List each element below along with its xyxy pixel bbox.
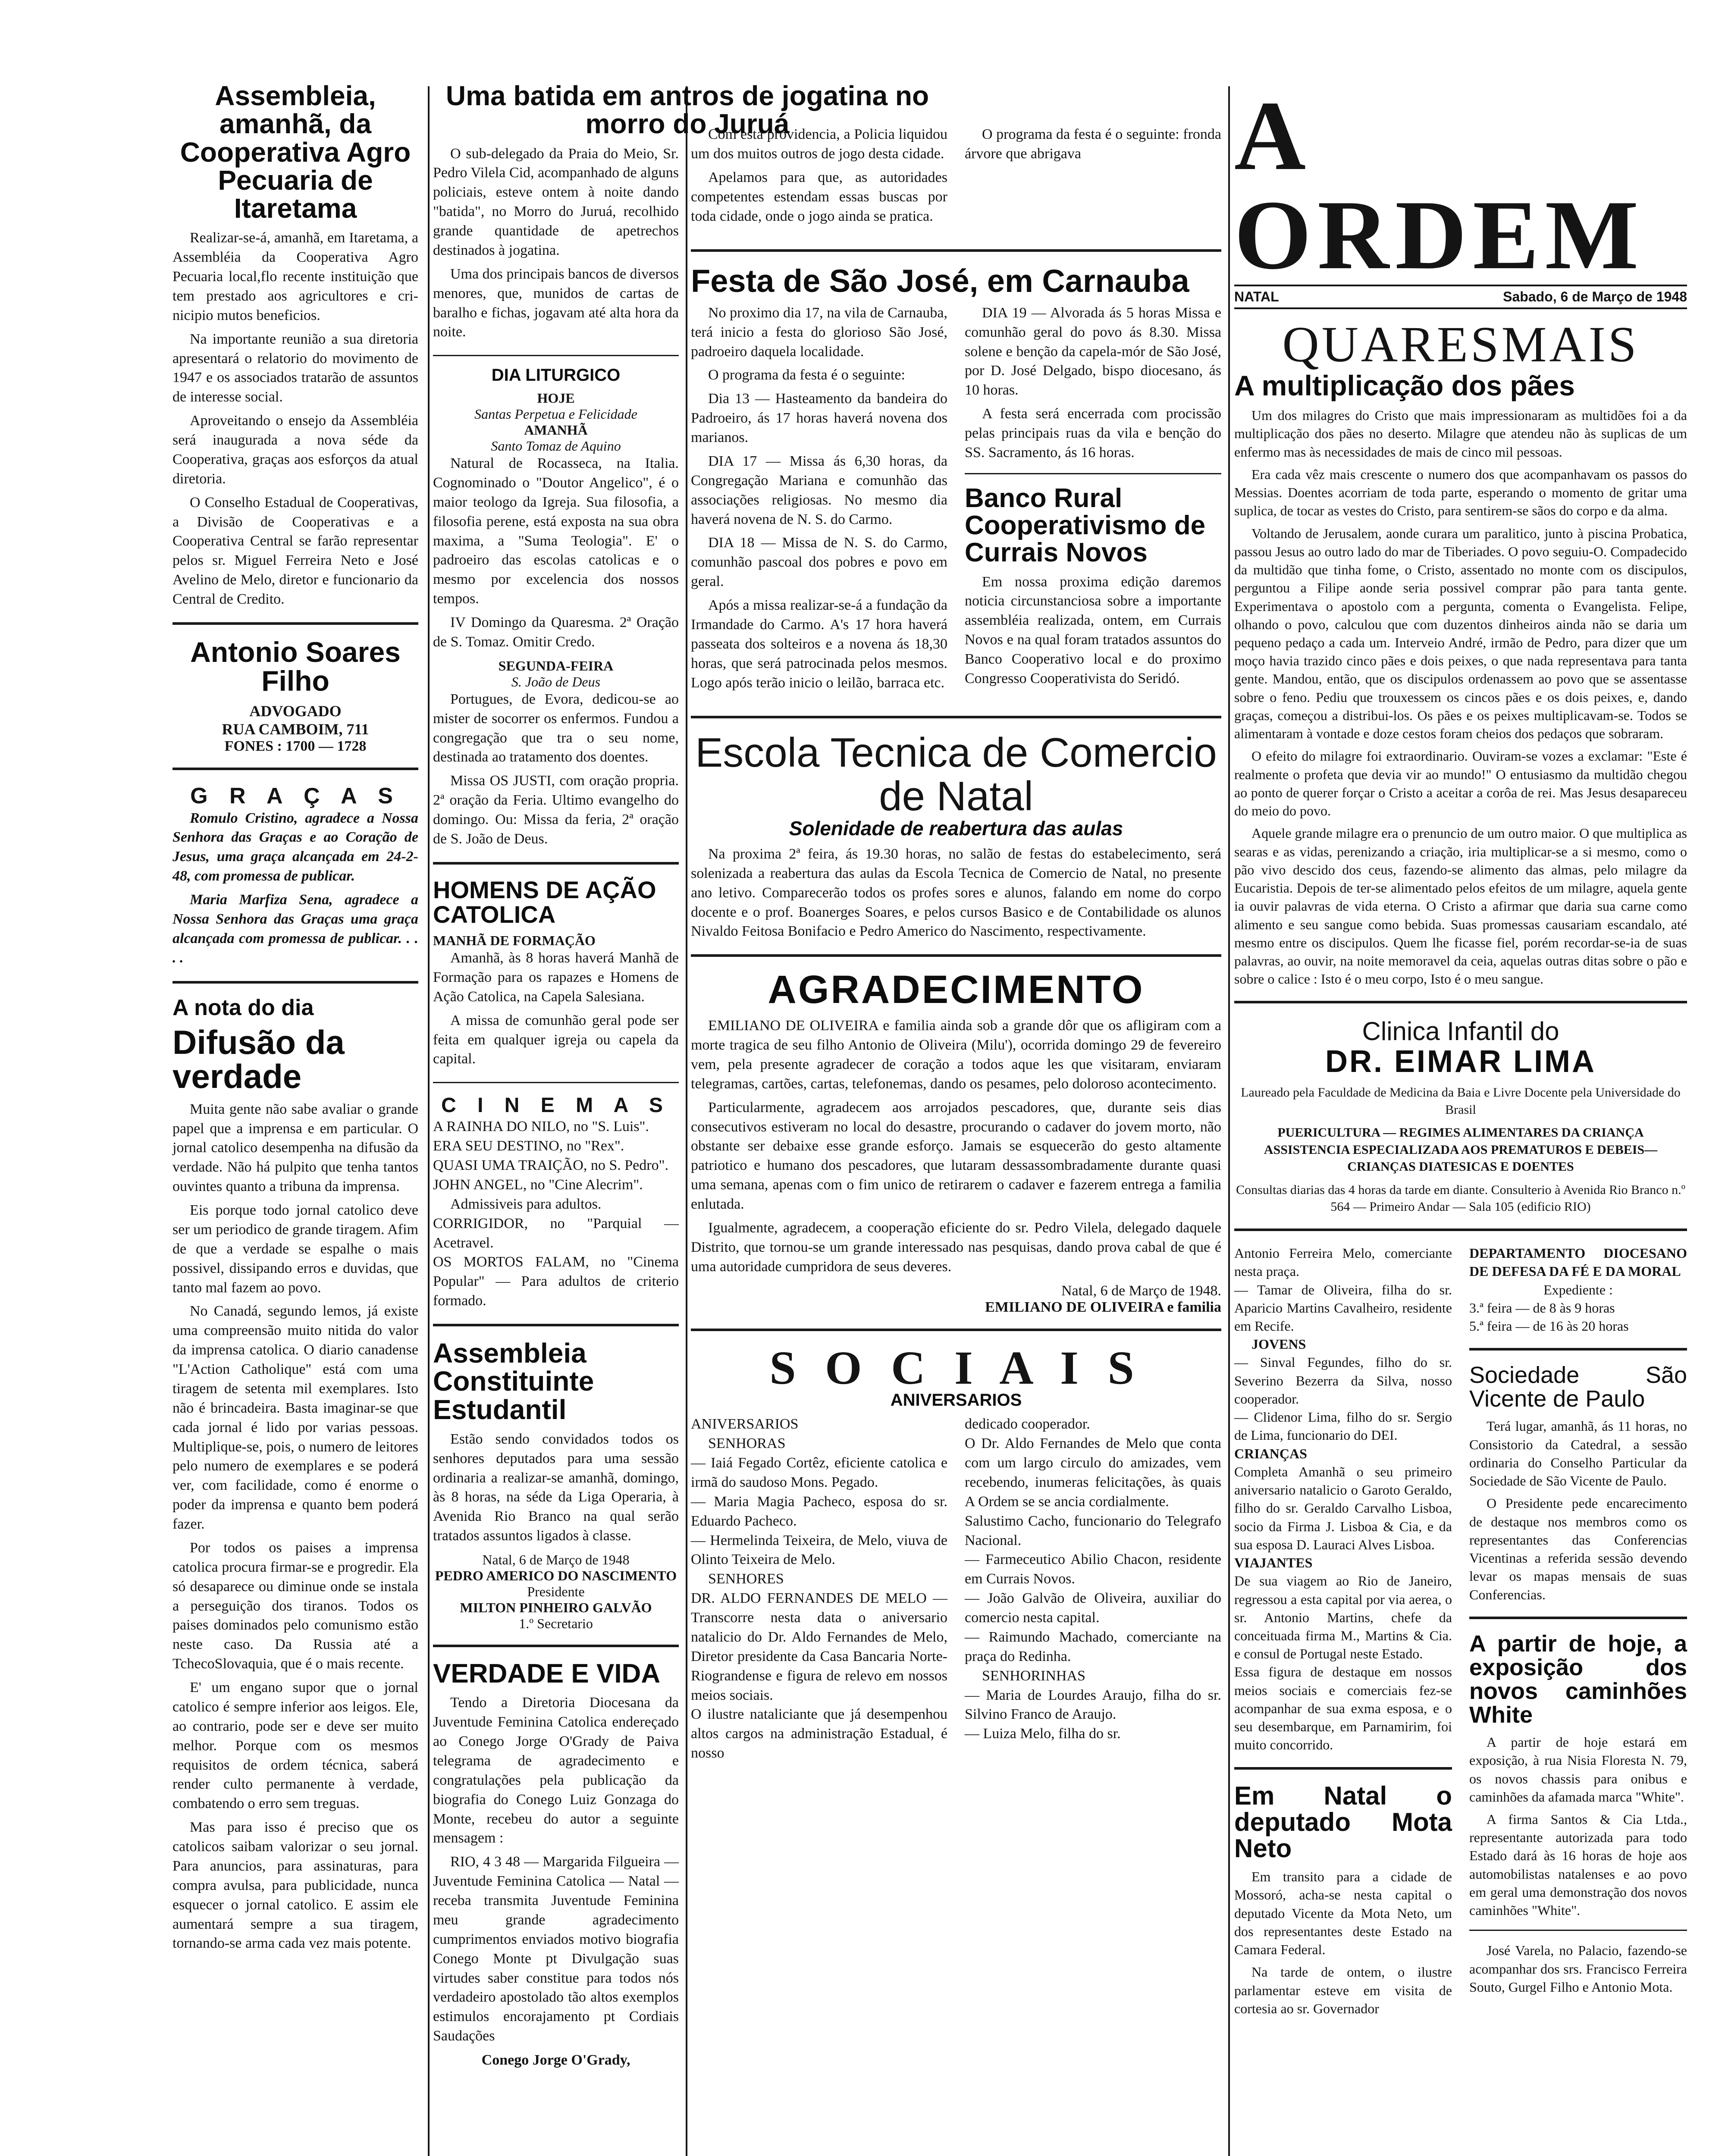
social-line: JOVENS [1251,1336,1306,1352]
headline: HOMENS DE AÇÃO CATOLICA [433,876,656,928]
headline: Escola Tecnica de Comercio de Natal [695,730,1217,820]
paragraph: A missa de comunhão geral pode ser feita em qualquer igreja ou capela da capital. [433,1012,679,1067]
paragraph: A firma Santos & Cia Ltda., representante autorizada para todo Estado dará às 16 horas de hoje aos automobilistas natalenses e ao povo em geral uma demonstração dos novos caminhões "White". [1469,1811,1687,1918]
cinema-line: CORRIGIDOR, no "Parquial — Acetravel. [433,1215,679,1251]
paragraph: Muita gente não sabe avaliar o grande papel que a imprensa e em particular. O jornal catolico desempenha na difusão da verdade. Não há pulpito que tenha tantos ouvintes quanto a tribuna da imprensa. [172,1101,418,1195]
article-sociais [691,1341,1221,1770]
paragraph: E' um engano supor que o jornal catolico é sempre inferior aos leigos. Ele, ao contrario, pode ser e deve ser muito melhor. Porque com os mesmos requisitos de ordem técnica, saberá render culto permanente à verdade, combatendo o erro sem treguas. [172,1680,418,1812]
paragraph: Particularmente, agradecem aos arrojados pescadores, que, durante seis dias consecutivos estiveram no local do desastre, procurando o cadaver do jovem morto, não obstante ser debaixe esse grande esforço. Jamais se esquecerão do gesto altamente patriotico e humano dos pescadores, que lutaram dessassombradamente durante quasi uma semana, apenas com o fim unico de retirarem o cadaver e fazerem entrega a familia enlutada. [691,1099,1221,1213]
divider [691,1329,1221,1331]
advogado-phones: FONES : 1700 — 1728 [224,738,367,754]
paragraph: Era cada vêz mais crescente o numero dos que acompanhavam os passos do Messias. Doentes acorriam de toda parte, esperando o momento de gritar uma suplica, de tocar as vestes do Cristo, para sentirem-se sãos do corpo e da alma. [1234,466,1687,519]
social-line: dedicado cooperador. [965,1416,1090,1432]
divider [1234,1767,1452,1770]
paragraph: O programa da festa é o seguinte: [708,367,905,383]
article-gracas [172,783,418,968]
masthead-date: Sabado, 6 de Março de 1948 [1503,289,1687,304]
social-line: O ilustre nataliciante que já desempenhou altos cargos na administração Estadual, é nosso [691,1706,947,1761]
paragraph: O efeito do milagre foi extraordinario. Ouviram-se vozes a exclamar: "Este é realmente o profeta que devia vir ao mundo!" O entusiasmo da multidão chegou ao ponto de querer forçar o Cristo a aceitar a corôa de rei. Mas Jesus desapareceu do meio do povo. [1234,748,1687,819]
paragraph: Igualmente, agradecem, a cooperação eficiente do sr. Pedro Vilela, delegado daquele Distrito, que tornou-se um grande interessado nas pesquisas, dando prova cabal de que é uma autoridade cumpridora de seus deveres. [691,1219,1221,1275]
masthead [1234,81,1687,309]
paragraph: Em transito para a cidade de Mossoró, acha-se nesta capital o deputado Vicente da Mota Neto, um dos representantes deste Estado na Camara Federal. [1234,1869,1452,1958]
social-line: — Maria Magia Pacheco, esposa do sr. Eduardo Pacheco. [691,1493,947,1529]
headline: AGRADECIMENTO [768,968,1145,1012]
headline: S O C I A I S [769,1341,1143,1394]
gracas-heading: G R A Ç A S [190,783,401,808]
amanha-label: AMANHÃ [524,422,588,438]
paragraph: Aquele grande milagre era o prenuncio de um outro maior. O que multiplica as searas e as vidas, perenizando a criação, iria multiplicar-se a si mesmo, como o pão vivo descido dos ceus, fazendo-se alimento das almas, pelo milagre da Eucaristia. Depois de ter-se alimentado pelos efeitos de um milagre, aquela gente ia ouvir palavras de vida eterna. O Cristo a afirmar que daria sua carne como alimento e seu sangue como bebida. Suas promessas causariam escandalo, até mesmo entre os discipulos. Quem lhe ficasse fiel, porém recordar-se-ia de suas palavras, ao ouvir, na noite memoravel da ceia, aquelas outras ditas sobre o pão e sobre o calice : Isto é o meu corpo, Isto é o meu sangue. [1234,825,1687,987]
divider [433,1082,679,1083]
advogado-title: ADVOGADO [249,702,342,720]
divider [691,249,1221,252]
headline: QUARESMAIS [1282,316,1639,373]
dateline: Natal, 6 de Março de 1948. [1061,1282,1221,1299]
clinica-specialties: PUERICULTURA — REGIMES ALIMENTARES DA CRIANÇA ASSISTENCIA ESPECIALIZADA AOS PREMATUROS E DEBEIS— CRIANÇAS DIATESICAS E DOENTES [1264,1125,1658,1174]
paragraph: Com esta providencia, a Policia liquidou um dos muitos outros de jogo desta cidade. [691,126,947,162]
paragraph: Uma dos principais bancos de diversos menores, que, munidos de cartas de baralho e fichas, jogavam até alta hora da noite. [433,266,679,340]
paragraph: Em nossa proxima edição daremos noticia circunstanciosa sobre a importante assembléia realizada, ontem, em Currais Novos e na qual foram tratados assuntos do Banco Cooperativo local e do proximo Congresso Cooperativista do Seridó. [965,573,1221,686]
article-assembleia-cooperativa [172,82,418,609]
signature: Conego Jorge O'Grady, [481,2052,630,2068]
subhead: ANIVERSARIOS [890,1390,1022,1410]
divider [691,716,1221,718]
hoje-label: HOJE [537,390,575,406]
divider [1234,1228,1687,1231]
masthead-title: A ORDEM [1234,81,1645,290]
headline: VERDADE E VIDA [433,1659,661,1689]
social-line: — Iaiá Fegado Cortêz, eficiente catolica e irmã do saudoso Mons. Pegado. [691,1455,947,1490]
social-line: CRIANÇAS [1234,1445,1307,1461]
divider [433,1324,679,1326]
signature: PEDRO AMERICO DO NASCIMENTO [435,1568,677,1584]
divider [691,954,1221,957]
cinema-line: A RAINHA DO NILO, no "S. Luis". [433,1119,649,1135]
subhead: Solenidade de reabertura das aulas [789,817,1123,840]
paragraph: DIA 19 — Alvorada ás 5 horas Missa e comunhão geral do povo ás 8.30. Missa solene e benção da capela-mór de São José, por D. José Delgado, bispo diocesano, ás 10 horas. [965,304,1221,398]
segunda-saint: S. João de Deus [511,674,601,689]
article-constituinte-estudantil [433,1339,679,1632]
column-1 [172,82,418,1966]
column-rule [428,86,430,2156]
paragraph: IV Domingo da Quaresma. 2ª Oração de S. Tomaz. Omitir Credo. [433,614,679,650]
advogado-name: Antonio Soares Filho [190,636,401,697]
social-line: De sua viagem ao Rio de Janeiro, regressou a esta capital por via aerea, o sr. Antonio Martins, chefe da conceituada firma M., Martins & Cia. e consul de Portugal neste Estado. [1234,1573,1452,1662]
paragraph: Dia 13 — Hasteamento da bandeira do Padroeiro, ás 17 horas haverá novena dos marianos. [691,391,947,446]
social-line: — Sinval Fegundes, filho do sr. Severino Bezerra da Silva, nosso cooperador. [1234,1354,1452,1407]
amanha-saint: Santo Tomaz de Aquino [491,438,621,454]
paragraph: Um dos milagres do Cristo que mais impressionaram as multidões foi a da multiplicação dos pães no deserto. Milagre que atendeu não às suplicas de um enfermo mas às necessidades de mais de cinco mil pessoas. [1234,407,1687,460]
departamento-sub: Expediente : [1543,1282,1613,1297]
divider [1234,1001,1687,1003]
paragraph: A festa será encerrada com procissão pelas principais ruas da vila e benção do SS. Sacramento, ás 16 horas. [965,406,1221,461]
paragraph: Realizar-se-á, amanhã, em Itaretama, a Assembléia da Cooperativa Agro Pecuaria local,flo recente instituição que tem prestado aos agricultores e cri- nicipio mutos beneficios. [172,230,418,323]
ad-clinica-infantil [1234,1016,1687,1216]
divider [1469,1617,1687,1619]
article-quaresmais [1234,318,1687,988]
signature-role: Presidente [527,1584,585,1600]
cinema-line: JOHN ANGEL, no "Cine Alecrim". [433,1176,643,1193]
dateline: Natal, 6 de Março de 1948 [482,1552,630,1568]
headline: Banco Rural Cooperativismo de Currais Novos [965,483,1206,568]
ad-advogado [172,638,418,755]
signature-role: 1.º Secretario [519,1616,593,1632]
paragraph: Mas para isso é preciso que os catolicos saibam valorizar o seu jornal. Para anuncios, para assinaturas, para compra avulsa, para publicidade, nunca esquecer o jornal catolico. E assim ele aumentará sempre a sua tiragem, tornando-se arma cada vez mais potente. [172,1819,418,1952]
divider [1469,1348,1687,1351]
headline: Uma batida em antros de jogatina no morro do Juruá [445,80,929,140]
article-escola-tecnica [691,731,1221,941]
paragraph: Amanhã, às 8 horas haverá Manhã de Formação para os rapazes e Homens de Ação Catolica, na Capela Salesiana. [433,950,679,1005]
paragraph: Voltando de Jerusalem, aonde curara um paralitico, junto à piscina Probatica, passou Jesus ao outro lado do mar de Tiberiades. O povo seguiu-O. Compadecido da multidão que tinha fome, o Cristo, assentado no monte com os discipulos, perguntou a Filipe aonde seria possivel comprar pão para tanta gente. Experimentava o apostolo com a pergunta, comenta o Evangelista. Felipe, olhando o povo, calculou que com duzentos dinheiros ainda não se daria um pequeno pedaço a cada um. Interveio André, irmão de Pedro, para dizer que um moço havia trazido cinco pães e dois peixes, o que nada representava para tanta gente. Mandou, então, que os discipulos ordenassem ao povo que se assentasse sobre o feno. Pediu que trouxessem os cincos pães e os dois peixes, e, dando graças, começou a distribui-los. Os pães e os peixes multiplicavam-se. Todos se alimentaram à vontade e doze cestos foram cheios dos pedaços que sobraram. [1234,525,1687,742]
social-line: Essa figura de destaque em nossos meios sociais e comerciais fez-se acompanhar de sua exma esposa, e o seu desembarque, em Parnamirim, foi muito concorrido. [1234,1664,1452,1753]
paragraph: Romulo Cristino, agradece a Nossa Senhora das Graças e ao Coração de Jesus, uma graça alcançada em 24-2-48, com promessa de publicar. [172,810,418,884]
divider [433,862,679,865]
cinema-list [433,1117,679,1311]
masthead-city: NATAL [1234,289,1279,304]
paragraph: Maria Marfiza Sena, agradece a Nossa Senhora das Graças uma graça alcançada com promessa de publicar. . . . . [172,892,418,966]
hoje-text: Santas Perpetua e Felicidade [474,406,637,422]
column-3 [691,125,1221,1782]
section-heading: DIA LITURGICO [491,366,621,385]
headline: A partir de hoje, a exposição dos novos caminhões White [1469,1630,1687,1728]
social-line: Antonio Ferreira Melo, comerciante nesta praça. [1234,1245,1452,1279]
social-line: — Clidenor Lima, filho do sr. Sergio de Lima, funcionario do DEI. [1234,1409,1452,1443]
article-dia-liturgico [433,367,679,849]
signature: EMILIANO DE OLIVEIRA e familia [985,1299,1221,1315]
paragraph: O programa da festa é o seguinte: fronda árvore que abrigava [965,126,1221,162]
divider [433,355,679,356]
clinica-name: DR. EIMAR LIMA [1325,1044,1596,1079]
clinica-hours: Consultas diarias das 4 horas da tarde em diante. Consulterio à Avenida Rio Branco n.º 564 — Primeiro Andar — Sala 105 (edificio RIO) [1236,1182,1685,1214]
social-line: — Tamar de Oliveira, filha do sr. Aparicio Martins Cavalheiro, residente em Recife. [1234,1282,1452,1334]
social-line: — Farmeceutico Abilio Chacon, residente em Currais Novos. [965,1551,1221,1587]
headline: Festa de São José, em Carnauba [691,263,1189,299]
paragraph: Aproveitando o ensejo da Assembléia será inaugurada a nova séde da Cooperativa, graças aos esforços da atual diretoria. [172,413,418,487]
headline: Assembleia, amanhã, da Cooperativa Agro Pecuaria de Itaretama [180,80,411,224]
headline: Difusão da verdade [172,1023,345,1096]
headline: Em Natal o deputado Mota Neto [1234,1781,1452,1863]
col4-lower [1234,1244,1687,2024]
paragraph: DIA 17 — Missa ás 6,30 horas, da Congregação Mariana e comunhão das associações religiosas. No mesmo dia haverá novena de N. S. do Carmo. [691,453,947,527]
kicker: A nota do dia [172,995,314,1020]
article-verdade-e-vida [433,1660,679,2068]
divider [172,981,418,984]
departamento-heading: DEPARTAMENTO DIOCESANO DE DEFESA DA FÉ E DA MORAL [1469,1245,1687,1279]
segunda-label: SEGUNDA-FEIRA [498,658,614,674]
social-line: — Maria de Lourdes Araujo, filha do sr. Silvino Franco de Araujo. [965,1687,1221,1723]
paragraph: Na tarde de ontem, o ilustre parlamentar esteve em visita de cortesia ao sr. Governador [1234,1964,1452,2016]
paragraph: EMILIANO DE OLIVEIRA e familia ainda sob a grande dôr que os afligiram com a morte tragica de seu filho Antonio de Oliveira (Milu'), ocorrida domingo 29 de fevereiro vem, pela presente agradecer de coração a todos aque les que visitaram, enviaram telegramas, cartões, cartas, telefonemas, dando os pesames, pelo doloroso acontecimento. [691,1018,1221,1092]
cinema-line: OS MORTOS FALAM, no "Cinema Popular" — Para adultos de criterio formado. [433,1254,679,1309]
paragraph: A partir de hoje estará em exposição, à rua Nisia Floresta N. 79, os novos chassis para onibus e caminhões da afamada marca "White". [1469,1734,1687,1805]
clinica-credentials: Laureado pela Faculdade de Medicina da Baia e Livre Docente pela Universidade do Brasil [1241,1085,1681,1117]
article-homens-acao-catolica [433,877,679,1069]
paragraph: Estão sendo convidados todos os senhores deputados para uma sessão ordinaria a realizar-se amanhã, domingo, às 8 horas, na séde da Liga Operaria, à Avenida Rio Branco na qual serão tratados assuntos ligados à classe. [433,1431,679,1544]
paragraph: Na importante reunião a sua diretoria apresentará o relatorio do movimento de 1947 e os associados tratarão de assuntos de interesse social. [172,331,418,405]
social-line: DR. ALDO FERNANDES DE MELO — Transcorre nesta data o aniversario natalicio do Dr. Aldo Fernandes de Melo, Diretor presidente da Casa Bancaria Norte-Riograndense e figura de relevo em nossos meios sociais. [691,1590,947,1703]
social-line: O Dr. Aldo Fernandes de Melo que conta com um largo circulo do amizades, vem recebendo, inumeras felicitações, às quais A Ordem se se ancia cordialmente. [965,1435,1221,1510]
headline: Assembleia Constituinte Estudantil [433,1338,594,1425]
article-agradecimento [691,970,1221,1315]
paragraph: Missa OS JUSTI, com oração propria. 2ª oração da Feria. Ultimo evangelho do domingo. Ou: Missa da feria, 2ª oração de S. João de Deus. [433,773,679,847]
social-line: VIAJANTES [1234,1555,1313,1571]
paragraph: Apelamos para que, as autoridades competentes estendam essas buscas por toda cidade, onde o jogo ainda se pratica. [691,169,947,224]
divider [172,622,418,625]
paragraph: O sub-delegado da Praia do Meio, Sr. Pedro Vilela Cid, acompanhado de alguns policiais, esteve ontem à noite dando "batida", no Morro do Juruá, recolhido grande quantidade de apetrechos destinados à jogatina. [433,145,679,258]
advogado-address: RUA CAMBOIM, 711 [222,720,369,738]
paragraph: Natural de Rocasseca, na Italia. Cognominado o "Doutor Angelico", é o maior teologo da Igreja. Sua filosofia, a filosofia perene, está exposta na sua obra maxima, a "Suma Teologia". E' o padroeiro das escolas catolicas e o mesmo por excelencia dos nossos tempos. [433,455,679,607]
divider [1469,1930,1687,1931]
paragraph: Terá lugar, amanhã, ás 11 horas, no Consistorio da Catedral, a sessão ordinaria do Conselho Particular da Sociedade de São Vicente de Paulo. [1469,1418,1687,1489]
signature: MILTON PINHEIRO GALVÃO [460,1600,652,1616]
social-line: SENHORINHAS [982,1667,1085,1684]
paragraph: RIO, 4 3 48 — Margarida Filgueira — Juventude Feminina Catolica — Natal — receba transmita Juventude Feminina meu grande agradecimento cumprimentos enviados motivo biografia Conego Monte pt Divulgação suas virtudes saber constitue para todos nós verdadeiro apostolado tão altos exemplos estimulos encorajamento pt Cordiais Saudações [433,1854,679,2044]
departamento-line: 3.ª feira — de 8 às 9 horas [1469,1300,1615,1316]
batida-continued [691,125,1221,236]
paragraph: DIA 18 — Missa de N. S. do Carmo, comunhão pascoal dos pobres e povo em geral. [691,535,947,590]
article-cinemas [433,1094,679,1311]
article-festa-sao-jose [691,265,1221,703]
social-line: Salustimo Cacho, funcionario do Telegrafo Nacional. [965,1513,1221,1548]
social-line: SENHORES [708,1571,784,1587]
social-line: SENHORAS [708,1435,786,1452]
column-rule [686,86,687,2156]
paragraph: O Presidente pede encarecimento de destaque nos membros como os representantes das Conferencias Vicentinas a referida sessão devendo levar os mapas mensais de suas Conferencias. [1469,1495,1687,1602]
social-line: — João Galvão de Oliveira, auxiliar do comercio nesta capital. [965,1590,1221,1626]
divider [433,1645,679,1647]
paragraph: Após a missa realizar-se-á a fundação da Irmandade do Carmo. A's 17 hora haverá passeata dos solteiros e a novena ás 18,30 horas, que será patrocinada pelos mesmos. Logo após terão inicio o leilão, barraca etc. [691,597,947,691]
headline: Clinica Infantil do [1362,1017,1559,1046]
cinemas-heading: C I N E M A S [441,1094,671,1117]
paragraph: Eis porque todo jornal catolico deve ser um periodico de grande tiragem. Afim de que a verdade se espalhe o mais possivel, dissipando erros e duvidas, que tanto mal fazem ao povo. [172,1202,418,1296]
subhead: A multiplicação dos pães [1234,369,1575,401]
social-line: — Raimundo Machado, comerciante na praça do Redinha. [965,1629,1221,1664]
cinema-line: Admissiveis para adultos. [450,1196,602,1212]
social-line: ANIVERSARIOS [691,1416,799,1432]
cinema-line: QUASI UMA TRAIÇÃO, no S. Pedro". [433,1157,668,1174]
paragraph: No proximo dia 17, na vila de Carnauba, terá inicio a festa do glorioso São José, padroeiro daquela localidade. [691,304,947,360]
paragraph: Portugues, de Evora, dedicou-se ao mister de socorrer os enfermos. Fundou a congregação que tra o seu nome, destinada ao tratamento dos doentes. [433,691,679,765]
social-line: — Luiza Melo, filha do sr. [965,1726,1121,1742]
paragraph: No Canadá, segundo lemos, já existe uma compreensão muito nitida do valor da imprensa catolica. O diario canadense "L'Action Catholique" está com uma tiragem de setenta mil exemplares. Isto não é brincadeira. Basta imaginar-se que cada jornal é lido por varias pessoas. Multiplique-se, pois, o numero de leitores pelo numero de exemplares e se poderá ver, com facilidade, como é enorme o poder da imprensa e quanto bem poderá fazer. [172,1303,418,1532]
paragraph: Tendo a Diretoria Diocesana da Juventude Feminina Catolica endereçado ao Conego Jorge O'Grady de Paiva telegrama de agradecimento e congratulações pela publicação da biografia do Conego Luiz Gonzaga do Monte, recebeu do autor a seguinte mensagem : [433,1695,679,1846]
article-nota-do-dia [172,997,418,1954]
social-line: Completa Amanhã o seu primeiro aniversario natalicio o Garoto Geraldo, filho do sr. Geraldo Carvalho Lisboa, socio da Firma J. Lisboa & Cia, e da sua esposa D. Lauraci Alves Lisboa. [1234,1463,1452,1552]
paragraph: José Varela, no Palacio, fazendo-se acompanhar dos srs. Francisco Ferreira Souto, Gurgel Filho e Antonio Mota. [1469,1943,1687,1995]
cinema-line: ERA SEU DESTINO, no "Rex". [433,1138,624,1154]
paragraph: Na proxima 2ª feira, ás 19.30 horas, no salão de festas do estabelecimento, será solenizada a reabertura das aulas da Escola Tecnica de Comercio de Natal, no presente ano letivo. Comparecerão todos os profes sores e alunos, falando em nome do corpo docente e o prof. Boanerges Soares, e pelos cursos Basico e de Contabilidade os alunos Nivaldo Feitosa Bonifacio e Pedro Americo do Nascimento, respectivamente. [691,846,1221,940]
subhead: MANHÃ DE FORMAÇÃO [433,933,596,949]
social-line: — Hermelinda Teixeira, de Melo, viuva de Olinto Teixeira de Melo. [691,1532,947,1568]
paragraph: O Conselho Estadual de Cooperativas, a Divisão de Cooperativas e a Cooperativa Central se farão representar pelos sr. Miguel Ferreira Neto e José Avelino de Melo, diretor e funcionario da Central de Credito. [172,494,418,608]
headline: Sociedade São Vicente de Paulo [1469,1362,1687,1412]
departamento-line: 5.ª feira — de 16 às 20 horas [1469,1318,1629,1334]
divider [172,768,418,770]
divider [965,473,1221,474]
column-4 [1234,81,1687,2024]
paragraph: Por todos os paises a imprensa catolica procura firmar-se e progredir. Ela só desaparece ou diminue onde se instala a perseguição dos tiranos. Todos os paises dominados pelo comunismo estão neste caso. Da Russia até a TchecoSlovaquia, que é o mais recente. [172,1539,418,1672]
column-rule [1228,86,1230,2156]
